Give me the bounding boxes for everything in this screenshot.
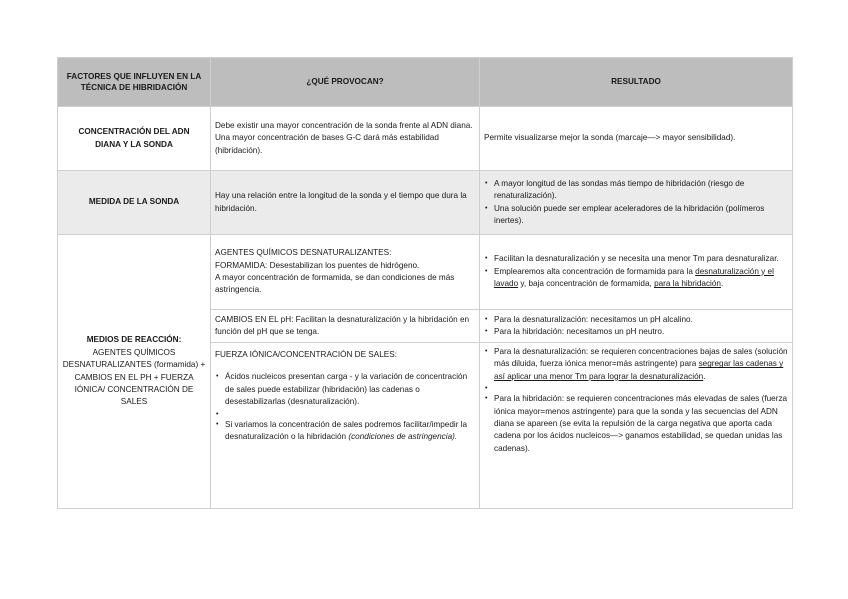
row2-result-1: • A mayor longitud de las sondas más tiempo de hibridación (riesgo de renaturalización). [484, 178, 788, 203]
header-row [58, 58, 793, 107]
row3-label-bold: MEDIOS DE REACCIÓN: [86, 335, 182, 345]
row2-result [480, 171, 793, 235]
row3b-result [480, 310, 793, 343]
row1-label: CONCENTRACIÓN DEL ADN DIANA Y LA SONDA [58, 107, 211, 171]
row3b-result-1: • Para la desnaturalización: necesitamos un pH alcalino. [484, 314, 788, 326]
row3c-provoke-1: • Ácidos nucleicos presentan carga - y la variación de concentración de sales puede estabilizar (hibridación) las cadenas o desestabilizarlas (desnaturalización). [215, 371, 475, 408]
row1-provoke-1: Debe existir una mayor concentración de la sonda frente al ADN diana. [215, 120, 473, 130]
row3b-result-2: • Para la hibridación: necesitamos un pH neutro. [484, 326, 788, 338]
row3a-provoke-2: A mayor concentración de formamida, se dan condiciones de más astringencia. [215, 273, 455, 295]
row3c-result-1 [484, 346, 788, 383]
row3c-provoke-2a: Si variamos la concentración de sales podremos facilitar/impedir la desnaturalización o la hibridación [225, 419, 468, 442]
row3c-provoke-title: FUERZA IÓNICA/CONCENTRACIÓN DE SALES: [215, 350, 397, 359]
row-concentration [58, 107, 793, 171]
row3c-result-1a: Para la desnaturalización: se requieren concentraciones bajas de sales (solución más diluida, fuerza iónica menor=más astringente) para [494, 347, 788, 369]
row3b-provoke: CAMBIOS EN EL pH: Facilitan la desnaturalización y la hibridación en función del pH que se tenga. [211, 310, 480, 343]
header-provoke: ¿QUÉ PROVOCAN? [211, 58, 480, 107]
row3a-result-2a: Emplearemos alta concentración de formamida para la [494, 266, 696, 276]
row2-label: MEDIDA DE LA SONDA [58, 171, 211, 235]
row3c-provoke-2 [215, 419, 475, 444]
row3-label-rest: AGENTES QUÍMICOS DESNATURALIZANTES (formamida) + CAMBIOS EN EL PH + FUERZA IÓNICA/ CONCENTRACIÓN DE SALES [62, 347, 206, 407]
row3c-provoke-2b: (condiciones de astringencia). [348, 432, 458, 442]
row3c-result-2: • Para la hibridación: se requieren concentraciones más elevadas de sales (fuerza iónica mayor=menos astringente) para que la sonda y las secuencias del ADN diana se apareen (se evita la repulsión de la carga negativa que aporta cada cadena por los ácidos nucleicos—> ganamos estabilidad, se quedan unidas las cadenas). [484, 393, 788, 455]
row1-provoke [211, 107, 480, 171]
row3a-result-2d: para la hibridación [654, 279, 721, 289]
row3a-result-2e: . [720, 279, 724, 289]
row2-result-2: • Una solución puede ser emplear aceleradores de la hibridación (polímeros inertes). [484, 203, 788, 228]
row3c-result-1c: . [703, 371, 706, 381]
row-probe-size [58, 171, 793, 235]
row3a-provoke-title: AGENTES QUÍMICOS DESNATURALIZANTES: [215, 248, 392, 258]
row3c-provoke [211, 343, 480, 509]
row3a-provoke [211, 235, 480, 310]
row3a-result [480, 235, 793, 310]
header-factors: FACTORES QUE INFLUYEN EN LA TÉCNICA DE HIBRIDACIÓN [58, 58, 211, 107]
row2-provoke: Hay una relación entre la longitud de la sonda y el tiempo que dura la hibridación. [211, 171, 480, 235]
row3a-provoke-1: FORMAMIDA: Desestabilizan los puentes de hidrógeno. [215, 260, 420, 270]
header-result: RESULTADO [480, 58, 793, 107]
row3c-result-1b: segregar las cadenas y así aplicar una menor Tm para lograr la desnaturalización [494, 359, 784, 381]
row1-provoke-2: Una mayor concentración de bases G-C dará más estabilidad (hibridación). [215, 133, 439, 155]
row3a-result-1: • Facilitan la desnaturalización y se necesita una menor Tm para desnaturalizar. [484, 253, 788, 265]
row3a-result-2 [484, 266, 788, 291]
row-agents [58, 235, 793, 310]
row1-result: Permite visualizarse mejor la sonda (marcaje—> mayor sensibilidad). [480, 107, 793, 171]
row3a-result-2c: y, baja concentración de formamida, [518, 279, 655, 289]
row3-label [58, 235, 211, 509]
row3a-result-2b: desnaturalización y el lavado [494, 266, 774, 289]
hybridization-factors-table [57, 57, 793, 509]
row3c-result [480, 343, 793, 509]
